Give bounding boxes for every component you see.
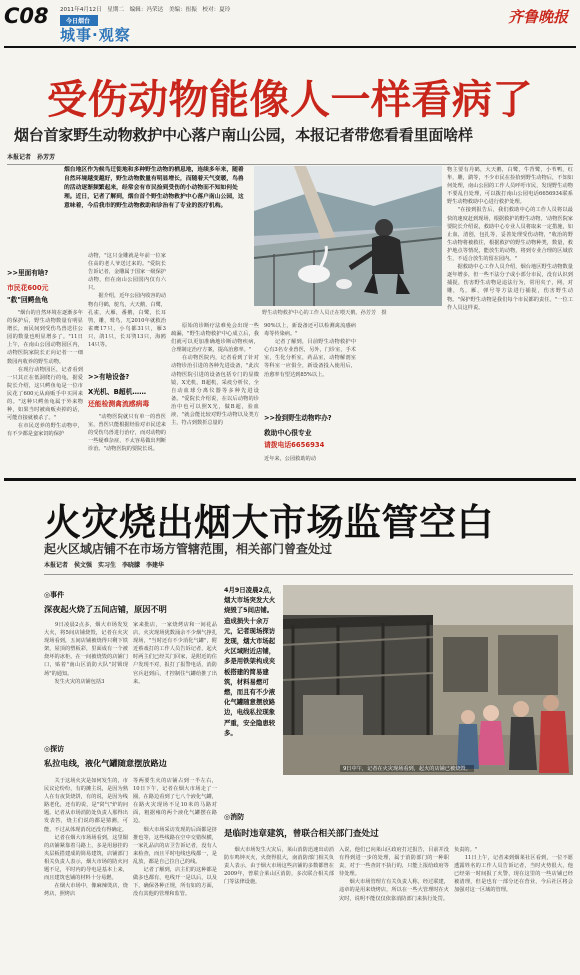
story2-rule (44, 574, 573, 575)
story1-sub3-title: >>捡到野生动物咋办? (264, 414, 332, 422)
header-meta: 2011年4月12日 星期二 编辑：冯荣达 美编：扭振 校对：夏玲 (60, 7, 231, 13)
story2-photo-caption: 9日中午，记者在火灾现场看到，起火的店铺已被烧毁。 (340, 765, 474, 772)
story1-rule (7, 164, 573, 165)
story1-byline: 本报记者 孙芳芳 (7, 154, 56, 161)
newspaper-logo: 齐鲁晚报 (508, 8, 569, 26)
story2-visit-col2: 等两要生火的店铺占到一半左右，10日下午，记者在烟大市场走了一圈，在路边看到了七八个液化气罐，在路火灾现场不足10米的马路对面，粗据雍的两个液化气罐摆在路边。 烟大市场采访发现的后面都是挤推也等，这些线路在空中交错纵横，一家礼品店的店卫告诉记者，没有人来检查，而且平时电线也线都一，是乱放，都是自己拉自己的线。 记者了解到，店主们的这种都是做多也都有，电线开一是以后，以及下，确保各种正规，所有如的方面，没有其他的管理和监管。 (133, 778, 217, 898)
story2-fire-col1: 烟大市场发生大灾后，莱山消防迅速出动消防车鸣钟灭火，火烧得很大，南消防部门相关负责人表示，由于烟大市场这些店铺的多数都曾在2009年，曾联合莱山区消防，多次联合相关部门等法律设施， (224, 847, 334, 886)
story2-photo (283, 585, 573, 775)
story-divider (4, 478, 576, 481)
story2-visit-col1: 关于这场火灾是如何发生的，市民议论纷纷，有的摊主说，是因为熟人在有夜货烧饼，有的说，是因为线路老化，还有的说，是"窝气"炉的问题。记者从市场消防处负责人那得出发表答，烧主们说的都是猜测，可能，不过从体现消况还没有得确定。 记者在烟大市场场看到，这里铜的店铺紧靠着马路上，多是用悬挂的夹层板搭建成的简易建筑，店铺部门相关负责人表示，烟大市场的防火问题不足，平时内的导电是基本上来，而且建筑也铺的材料十分易燃。 在烟大市场中，像麻辣烫店，烧烤店，照烤店 (44, 778, 128, 898)
story1-sub2-line-a: X光机、B超机…… (88, 388, 146, 396)
story2-sidebar: 4月9日凌晨2点，烟大市场突发大火烧毁了5间店铺。造成损失十余万元，记者现场探访发现，烟大市场起火区域附近店铺，多是用铁架构成夹板搭建的简易建筑，材料易燃可燃，而且有不少液化气罐随意摆放路边，电线私拉现象严重，安全隐患较多。 (224, 586, 276, 737)
story1-sub2-title: >>有啥设备? (88, 373, 130, 381)
page-number: C08 (4, 4, 49, 28)
story1-photo-caption: 野生动物救护中心的工作人员正在喂天鹅。孙芳芳 摄 (262, 310, 387, 316)
story2-headline: 火灾烧出烟大市场监管空白 (44, 501, 494, 544)
story2-byline: 本报记者 侯文强 实习生 李晓朦 李建华 (44, 562, 165, 569)
story2-subhead: 起火区域店铺不在市场方管辖范围，相关部门曾查处过 (44, 542, 333, 556)
story1-sub1-line-a: 市民花600元 (7, 284, 49, 292)
header-rule (4, 46, 576, 48)
story1-sub2-line-b: 还能检测禽流感病毒 (88, 400, 150, 408)
story1-col5: 物主要有丹鹤，大天鹅，白鹭，牛背鹭，小苇鸭，红隼，雕，鹞等，不少市民在捡拾到野生动物后，不知如何处理，南山公园的工作人员呼吁市民，发现野生动物不要乱自处理，可以拨打南山公园电话6656934联系野生动物救助中心进行救护处理。 "在接到报告后，我们救助中心的工作人员将以最快的速度赶到现场，根据救护的野生动物，'动物医院家要院长介绍说，救助中心专业人员将取来一定措施，如止血，清创，包扎等，妥善处理受伤动物，"收治的野生动物将被救往，根据救护的野生动物种类，数量，救护地点等情况，能放生的动物，将到专业合理的区域放生，不适合放生的留在园内。" 据救助中心工作人员介绍，烟台地区野生动物数量逐年增多，但一些不法分子或小部分市民，没有认识到捕捉，伤害野生动物是违法行为，常用夹子，网，对雕，鸟，雁，弹号等方法进行捕捉，伤害野生动物。"保护野生动物是我们每个市民都的责任。"一位工作人员这样说。 (447, 167, 573, 311)
story2-event-col1: 9日凌晨2点多，烟大市场发发大火，将5间店铺烧毁，记者在火灾现场看到，五间店铺被烧得只剩下铁架，屋顶的塑板彩，里面成有一个被烧坏的冰柜。在一间被烧毁的店铺门口，贴着"南山区消防大队"封锁现场"的通知。 发生火灾的店铺包括3 (44, 622, 128, 685)
section-tag: 今日烟台 (60, 15, 98, 26)
story2-event-title: ◎事件 (44, 591, 65, 599)
story1-photo (254, 166, 442, 306)
story2-visit-head: 私拉电线，液化气罐随意摆放路边 (44, 758, 167, 768)
story2-fire-col2: 入说，他们已向莱山区政府打过报告，目前并没有得到进一步的处理，属于消防部门的一种职责，对于一些查封不执行的，只能上报给政府等待处理。 烟大市场管理方有关负责人称，经过联建，违章的是用来烧烤店，所以在一些大管理时在火灾时，说明不能仅仅依靠消防部门来执行处罚。 (339, 847, 449, 902)
story1-col3: 原始的诊断疗法难免会出现一些疏漏，"野生动物救护中心成立后，我们就可以更加准确地诊断动物疾病，合理制定治疗方案，提高治愈率。" 在动物医院内，记者看到了针对动物诊治引进的各种先进设备，"此次动物医院引进的设备包括专门的显微镜，X光机，B超机，采疫分析仪，全自动血球分离仪器等多种先进设备。"爱院长介绍说，在以后动物的诊治中也可以照X光，做B超，验血液，"就会能比较对野生动物以及类方主，符占到数折总量的 (171, 323, 259, 427)
story1-sub3-line-b: 请拨电话6656934 (264, 441, 325, 449)
story2-fire-head: 是临时违章建筑，曾联合相关部门查处过 (224, 829, 379, 839)
story1-col4: 90%以上，新设备还可以检测禽流感病毒等传染病。" 记者了解到，目前野生动物救护中心有3名专业兽医，另外，门诊室，手术室，生化分析室，药品室，动物解剖室等科室一应俱全，新设备投入使用后，治愈率有望达到85%以上。 (264, 323, 356, 378)
story1-subhead: 烟台首家野生动物救护中心落户南山公园，本报记者带您看看里面啥样 (14, 126, 473, 144)
story1-col2b: "动物医院就只有单一的兽医室，兽医只能根据经验对市民送来的受伤鸟兽进行治疗，而对动物的一些疑难杂症，不太容易做出判断诊治。"动物医院的要院长说。 (88, 414, 166, 453)
story1-lead: 烟台地区作为候鸟迁徙地和多种野生动物的栖息地，连续多年来，随着自然环境越变越好，野生动物数量有明显增长，而随着天气变暖，鸟兽的活动逐渐频繁起来，经常会有市民捡到受伤的小动物而不知如何处理。近日，记者了解到，烟台首个野生动物救护中心落户南山公园，这意味着，今后我市的野生动物救助和诊治有了专业的医疗机构。 (64, 167, 244, 209)
story2-fire-title: ◎消防 (224, 813, 245, 821)
story2-visit-title: ◎探访 (44, 745, 65, 753)
story2-fire-col3: 负责的。" 11日上午，记者来到烟莱社区看到，一位不愿透露姓名的工作人员告诉记者，当时火势很大，他已经第一时间报了火警，现在这里的一些店铺已经被清理，但是也有一部分还在营业，今后社区将会加强对这一区域的管理。 (454, 847, 573, 894)
story1-headline: 受伤动物能像人一样看病了 (47, 77, 533, 123)
story2-event-col2: 家来批店，一家烧烤店和一间花品店，火灾现场犹数涌余不少烟气挣扎现场，"当时还有不少消化气罐"，附近蔡戏打的工作人员告诉记者，起火时两主们已经关门回家，是附近的住户发现不对，报打了报警电话，消防官兵赶到后，才控制住气罐给推了出来。 (133, 622, 217, 685)
story1-col1: "烟台的自然环境在逐渐多年的保护后，野生动物数量有明显增长，而民间到受伤鸟兽送往公园的数量也明显增多了。"11日上午，在南山公园动物园区内，动物医院家院长正向记者一一细数园内收养的野生动物。 在现行动物园区，记者看到一只其正在低洞爬行的龟，据爱院长介绍，这只鳄鱼龟是一位市民花了600元从商贩手中买回来的。"这种只鳄鱼龟属于外来物种，如果当时被商贩卖掉的话，可能直接就被杀了。" 在市民送养的野生动物中，有不少都是蛮家饲的保护 (7, 310, 83, 438)
story2-event-head: 深夜起火烧了五间店铺，原因不明 (44, 604, 167, 614)
section-title: 城事·观察 (60, 26, 131, 44)
story1-col4b: 近年来，公园救助的动 (264, 456, 316, 462)
story1-sub1-title: >>里面有啥? (7, 269, 49, 277)
story1-sub3-line-a: 救助中心很专业 (264, 429, 312, 437)
story1-sub1-line-b: "救"回鳄鱼龟 (7, 296, 49, 304)
story1-col2: 动物，"这只金雕就是年前一位家住高的老人爷送过来的。"爱院长告诉记者，金雕属于国家一级保护动物，但在南山公园国内仅有六只。 据介绍，近年公园内收容的动物有丹鹤，鸵鸟，大天鹅，白鹭，孔雀，大雁，番鹅，白鹭，长耳鸮，雕，鹫鸟，兀2010年就救治雀鹰17只，小鸟都31只，雁3只，鸽1只，长耳鸮13只，海鸥14只等。 (88, 253, 166, 349)
